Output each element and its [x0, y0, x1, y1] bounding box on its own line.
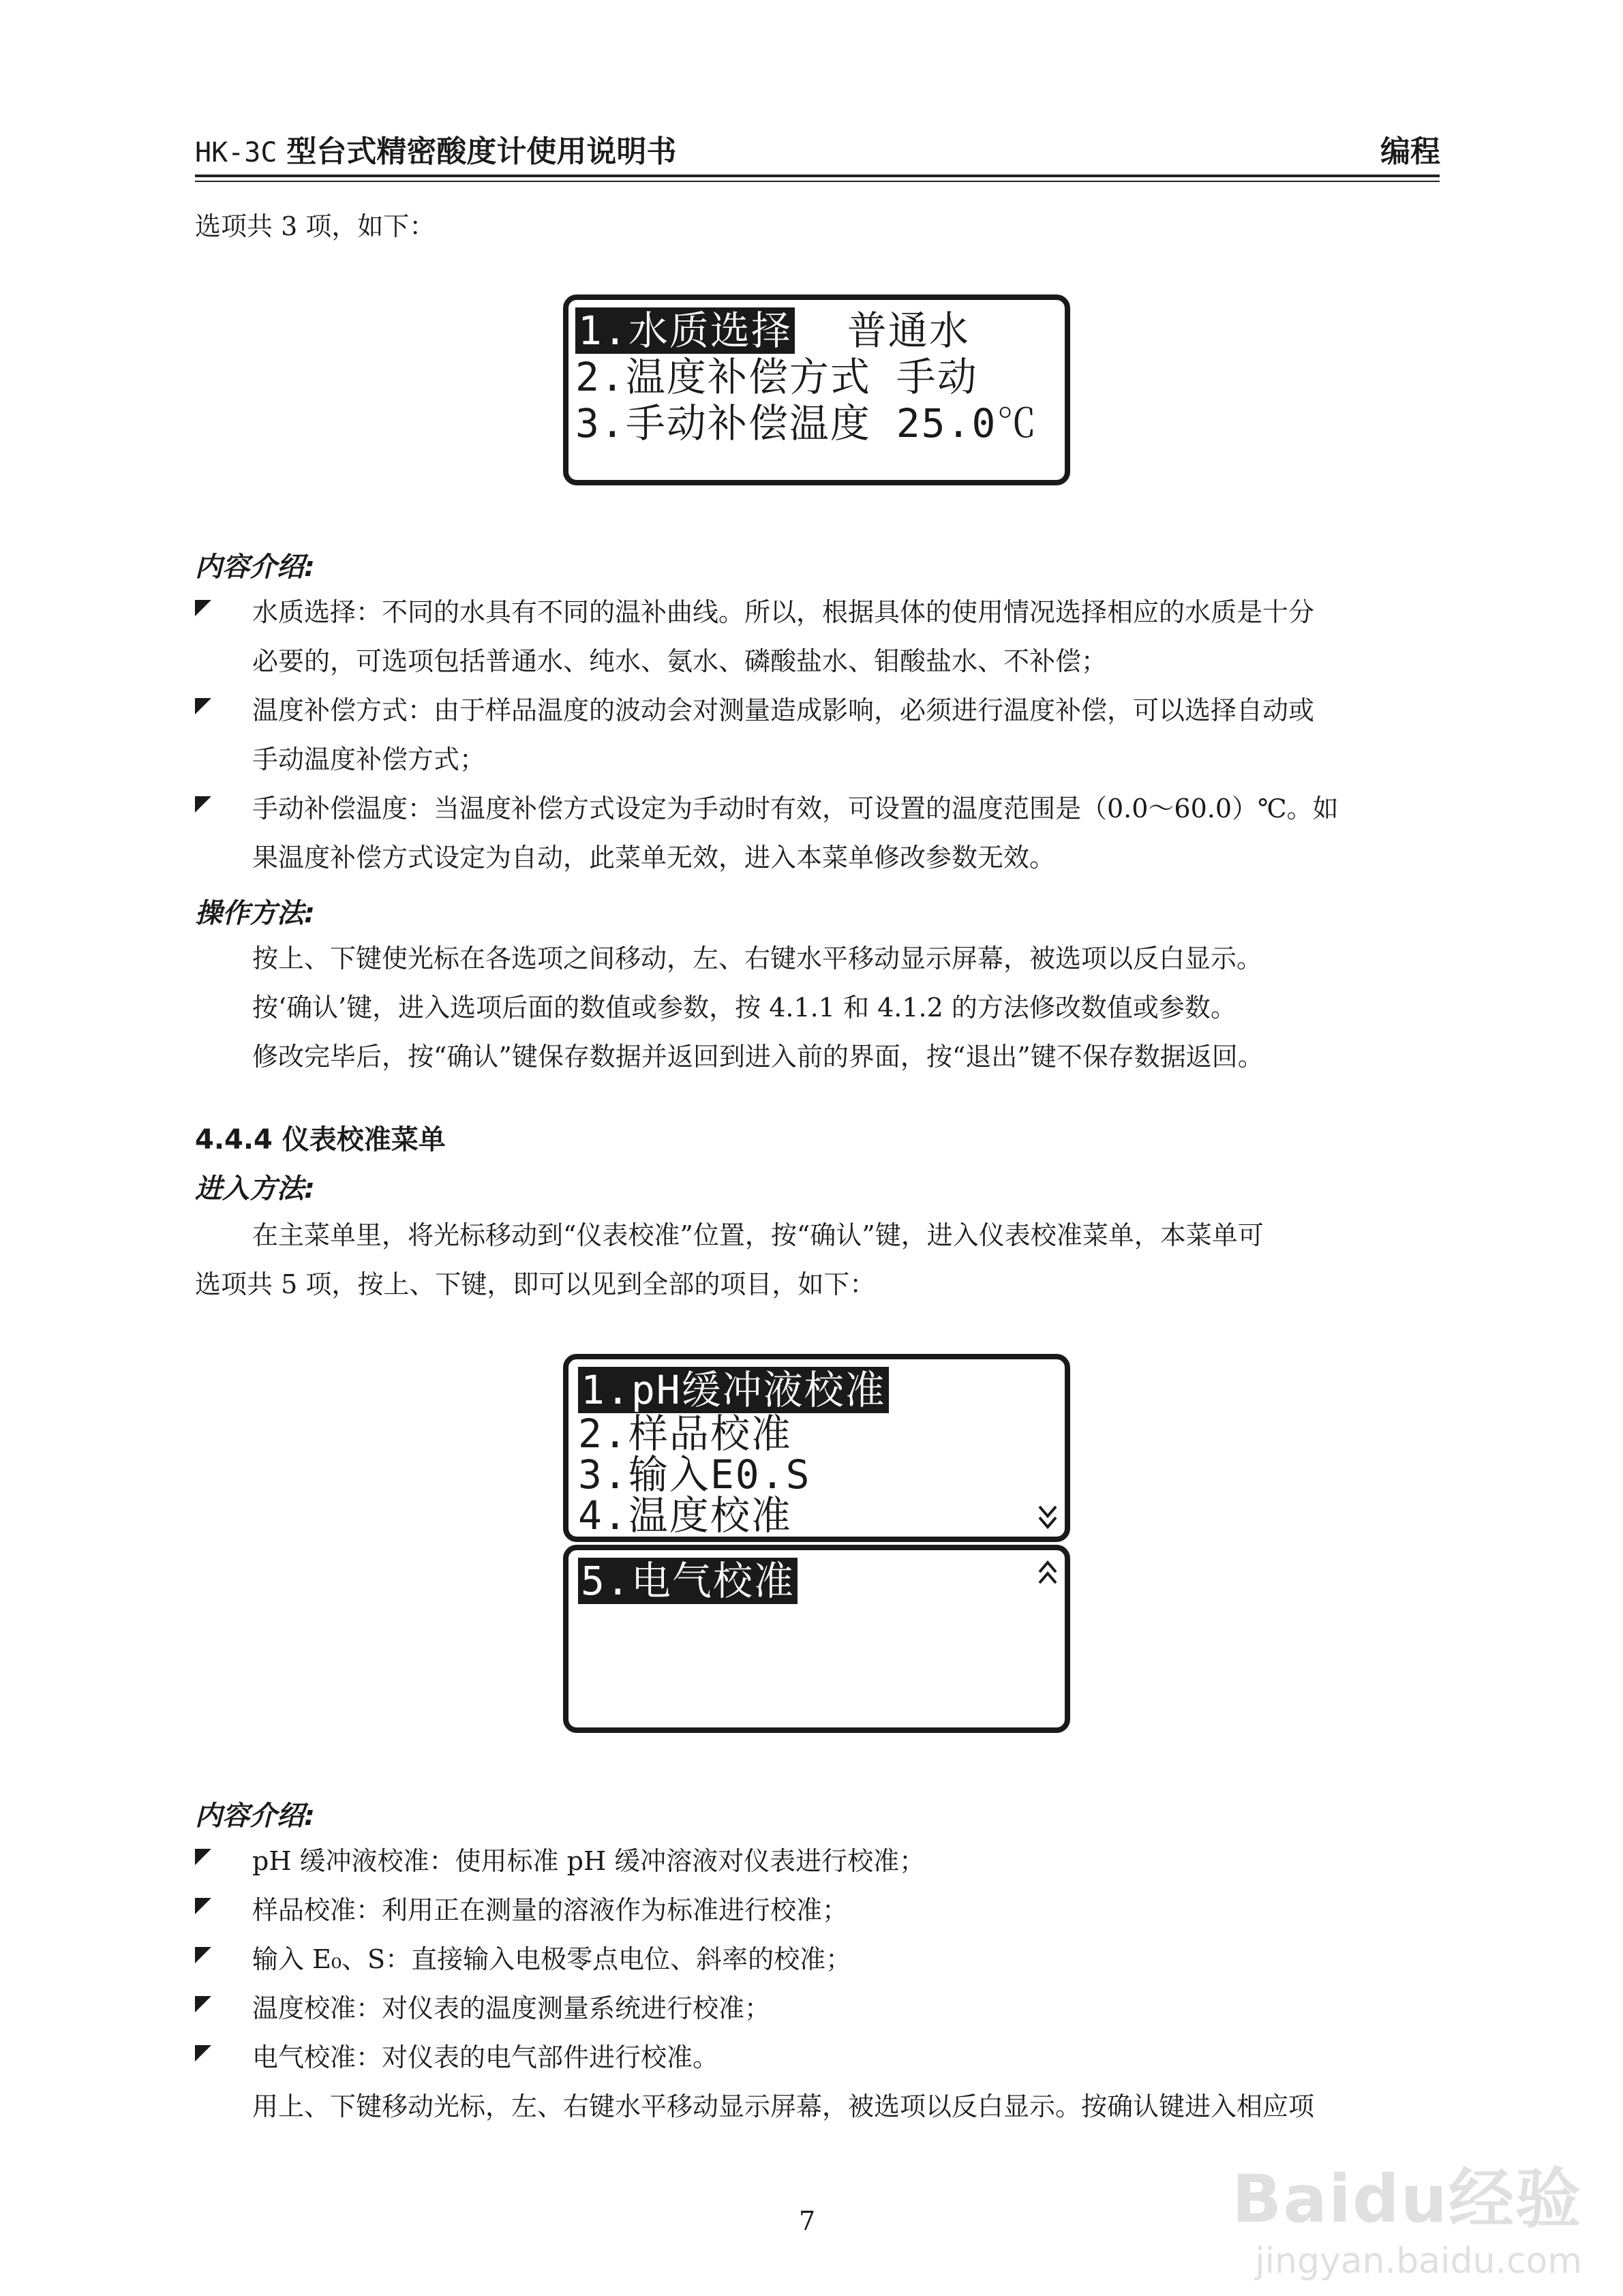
scroll-up-icon: [1037, 1560, 1058, 1590]
bullet3-line1: 手动补偿温度：当温度补偿方式设定为手动时有效，可设置的温度范围是（0.0～60.0）℃。如: [252, 794, 1339, 824]
watermark-logo: Baidu经验: [1232, 2161, 1582, 2237]
header-manual-title: 型台式精密酸度计使用说明书: [286, 134, 677, 169]
lcd2-line3: 3.输入E0.S: [578, 1451, 811, 1498]
bullet3-line2: 果温度补偿方式设定为自动，此菜单无效，进入本菜单修改参数无效。: [252, 843, 1056, 873]
intro-text: 选项共 3 项，如下：: [195, 211, 436, 241]
lcd1-line1: [575, 308, 970, 353]
lcd1-line1-value: 普通水: [847, 307, 970, 354]
lcd-screen-calibration-page1: [563, 1354, 1070, 1542]
header-rule-thin: [195, 181, 1440, 182]
header-rule: [195, 175, 1440, 177]
header-model: HK-3C: [195, 137, 277, 168]
content-heading-1: 内容介绍:: [195, 552, 315, 583]
entry-line-2: 选项共 5 项，按上、下键，即可以见到全部的项目，如下：: [195, 1269, 876, 1299]
bullet1-line2: 必要的，可选项包括普通水、纯水、氨水、磷酸盐水、钼酸盐水、不补偿；: [252, 646, 1108, 676]
header-title: [195, 127, 676, 170]
last-line: 用上、下键移动光标，左、右键水平移动显示屏幕，被选项以反白显示。按确认键进入相应项: [252, 2091, 1315, 2121]
bullet2-line1: 温度补偿方式：由于样品温度的波动会对测量造成影响，必须进行温度补偿，可以选择自动或: [252, 695, 1315, 725]
lcd-screen-settings: [563, 294, 1070, 485]
calib-bullet-2: 样品校准：利用正在测量的溶液作为标准进行校准；: [252, 1895, 849, 1925]
calib-bullet-3: 输入 E₀、S：直接输入电极零点电位、斜率的校准；: [252, 1944, 852, 1974]
section-title: 4.4.4 仪表校准菜单: [195, 1124, 446, 1155]
watermark-url: jingyan.baidu.com: [1255, 2241, 1582, 2282]
lcd2-line1: [578, 1368, 889, 1413]
lcd-screen-calibration-page2: [563, 1545, 1070, 1733]
calib-bullet-4: 温度校准：对仪表的温度测量系统进行校准；: [252, 1993, 771, 2023]
bullet2-line2: 手动温度补偿方式；: [252, 744, 486, 774]
lcd2-line4: 4.温度校准: [578, 1492, 792, 1539]
entry-line-1: 在主菜单里，将光标移动到“仪表校准”位置，按“确认”键，进入仪表校准菜单，本菜单可: [252, 1220, 1264, 1250]
lcd3-selected-item: 5.电气校准: [578, 1558, 798, 1604]
bullet1-line1: 水质选择：不同的水具有不同的温补曲线。所以，根据具体的使用情况选择相应的水质是十分: [252, 597, 1315, 627]
lcd1-line3: 3.手动补偿温度 25.0℃: [575, 400, 1038, 447]
scroll-down-icon: [1037, 1504, 1058, 1534]
bullet-icon: [195, 796, 211, 813]
bullet-icon: [195, 1898, 211, 1914]
lcd1-line2: 2.温度补偿方式 手动: [575, 354, 978, 400]
lcd1-selected-item: 1.水质选择: [575, 307, 795, 354]
operation-line-1: 按上、下键使光标在各选项之间移动，左、右键水平移动显示屏幕，被选项以反白显示。: [252, 943, 1263, 973]
bullet-icon: [195, 600, 211, 616]
calib-bullet-1: pH 缓冲液校准：使用标准 pH 缓冲溶液对仪表进行校准；: [252, 1846, 926, 1876]
baidu-watermark: [1232, 2147, 1582, 2282]
bullet-icon: [195, 1849, 211, 1865]
bullet-icon: [195, 698, 211, 714]
operation-heading: 操作方法:: [195, 898, 315, 929]
operation-line-2: 按‘确认’键，进入选项后面的数值或参数，按 4.1.1 和 4.1.2 的方法修改数值或参数。: [252, 993, 1237, 1023]
operation-line-3: 修改完毕后，按“确认”键保存数据并返回到进入前的界面，按“退出”键不保存数据返回。: [252, 1042, 1264, 1072]
bullet-icon: [195, 1996, 211, 2012]
page-number: 7: [799, 2206, 816, 2236]
content-heading-2: 内容介绍:: [195, 1800, 315, 1832]
lcd3-line1: [578, 1558, 798, 1603]
calib-bullet-5: 电气校准：对仪表的电气部件进行校准。: [252, 2042, 719, 2072]
bullet-icon: [195, 1947, 211, 1963]
header-section: 编程: [1380, 134, 1440, 169]
entry-heading: 进入方法:: [195, 1173, 315, 1205]
bullet-icon: [195, 2045, 211, 2061]
lcd2-line2: 2.样品校准: [578, 1410, 792, 1457]
lcd2-selected-item: 1.pH缓冲液校准: [578, 1367, 889, 1413]
